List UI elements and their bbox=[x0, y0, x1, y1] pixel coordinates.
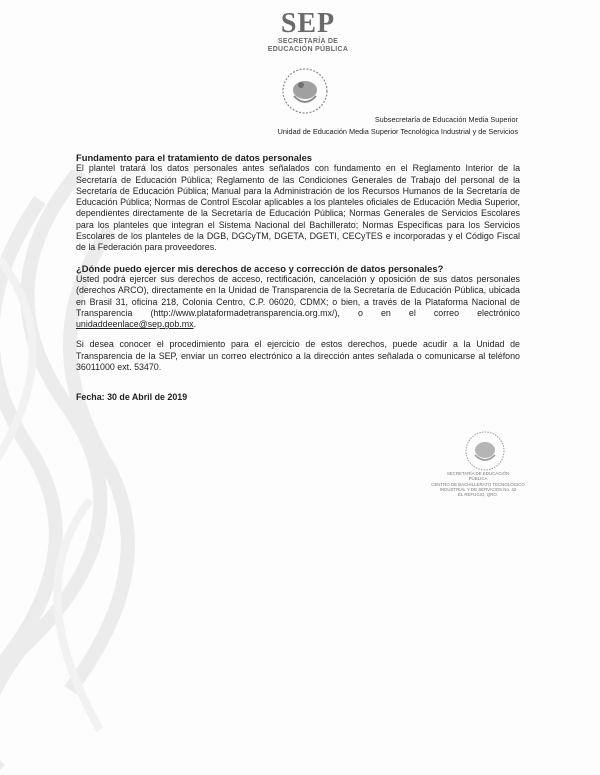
email-link[interactable]: unidaddeenlace@sep.gob.mx bbox=[76, 319, 194, 330]
document-date: Fecha: 30 de Abril de 2019 bbox=[76, 392, 188, 403]
seal-line-5: EL REFUGIO, QRO. bbox=[457, 492, 499, 498]
subsecretaria-label: Subsecretaría de Educación Media Superior bbox=[374, 115, 518, 124]
logo-line-2: EDUCACIÓN PÚBLICA bbox=[267, 46, 349, 53]
email-suffix: . bbox=[193, 319, 197, 330]
seal-line-2: PÚBLICA bbox=[468, 476, 488, 482]
header-units bbox=[200, 114, 518, 138]
seal-line-4: INDUSTRIAL Y DE SERVICIOS No. 42 bbox=[439, 486, 517, 492]
unidad-label: Unidad de Educación Media Superior Tecnológica Industrial y de Servicios bbox=[277, 127, 518, 136]
section-body-fundamento: El plantel tratará los datos personales antes señalados con fundamento en el Reglamento Interior de la Secretaría de Educación Pública; Reglamento de las Condiciones Generales de Trabajo del personal de la Secretaría de Educación Pública; Manual para la Administración de los Recursos Humanos de la Secretaría de Educación Pública; Normas de Control Escolar aplicables a los planteles oficiales de Educación Media Superior, dependientes directamente de la Secretaría de Educación Pública; Normas Generales de Servicios Escolares para los planteles que integran el Sistema Nacional del Bachillerato; Normas Específicas para los Servicios Escolares de los planteles de la DGB, DGCyTM, DGETA, DGETI, CECyTES e incorporadas y el Código Fiscal de la Federación para proveedores. bbox=[76, 163, 520, 253]
document-body bbox=[76, 152, 520, 404]
seal-line-1: SECRETARÍA DE EDUCACIÓN bbox=[446, 471, 510, 476]
logo-acronym: SEP bbox=[280, 8, 336, 39]
section-body-procedimiento: Si desea conocer el procedimiento para el ejercicio de estos derechos, puede acudir a la Unidad de Transparencia de la SEP, enviar un correo electrónico a la dirección antes señalada o comunicarse al teléfono 36011000 ext. 53470. bbox=[76, 339, 520, 373]
seal-line-3: CENTRO DE BACHILLERATO TECNOLÓGICO bbox=[431, 481, 525, 487]
seal-caption bbox=[418, 471, 538, 497]
section-heading-derechos: ¿Dónde puedo ejercer mis derechos de acceso y corrección de datos personales? bbox=[76, 262, 444, 274]
logo-line-1: SECRETARÍA DE bbox=[277, 38, 339, 45]
national-coat-of-arms-icon bbox=[274, 66, 336, 116]
section-heading-fundamento: Fundamento para el tratamiento de datos personales bbox=[76, 152, 312, 163]
derechos-text: Usted podrá ejercer sus derechos de acceso, rectificación, cancelación y oposición de sus datos personales (derechos ARCO), directamente en la Unidad de Transparencia de la Secretaría de Educación Pública, ubicada en Brasil 31, oficina 218, Colonia Centro, C.P. 06020, CDMX; o bien, a través de la Plataforma Nacional de Transparencia (http://www.plataformadetransparencia.org.mx/), o en el correo electrónico bbox=[76, 273, 520, 318]
section-body-derechos bbox=[76, 274, 520, 330]
sep-logo bbox=[258, 10, 358, 54]
